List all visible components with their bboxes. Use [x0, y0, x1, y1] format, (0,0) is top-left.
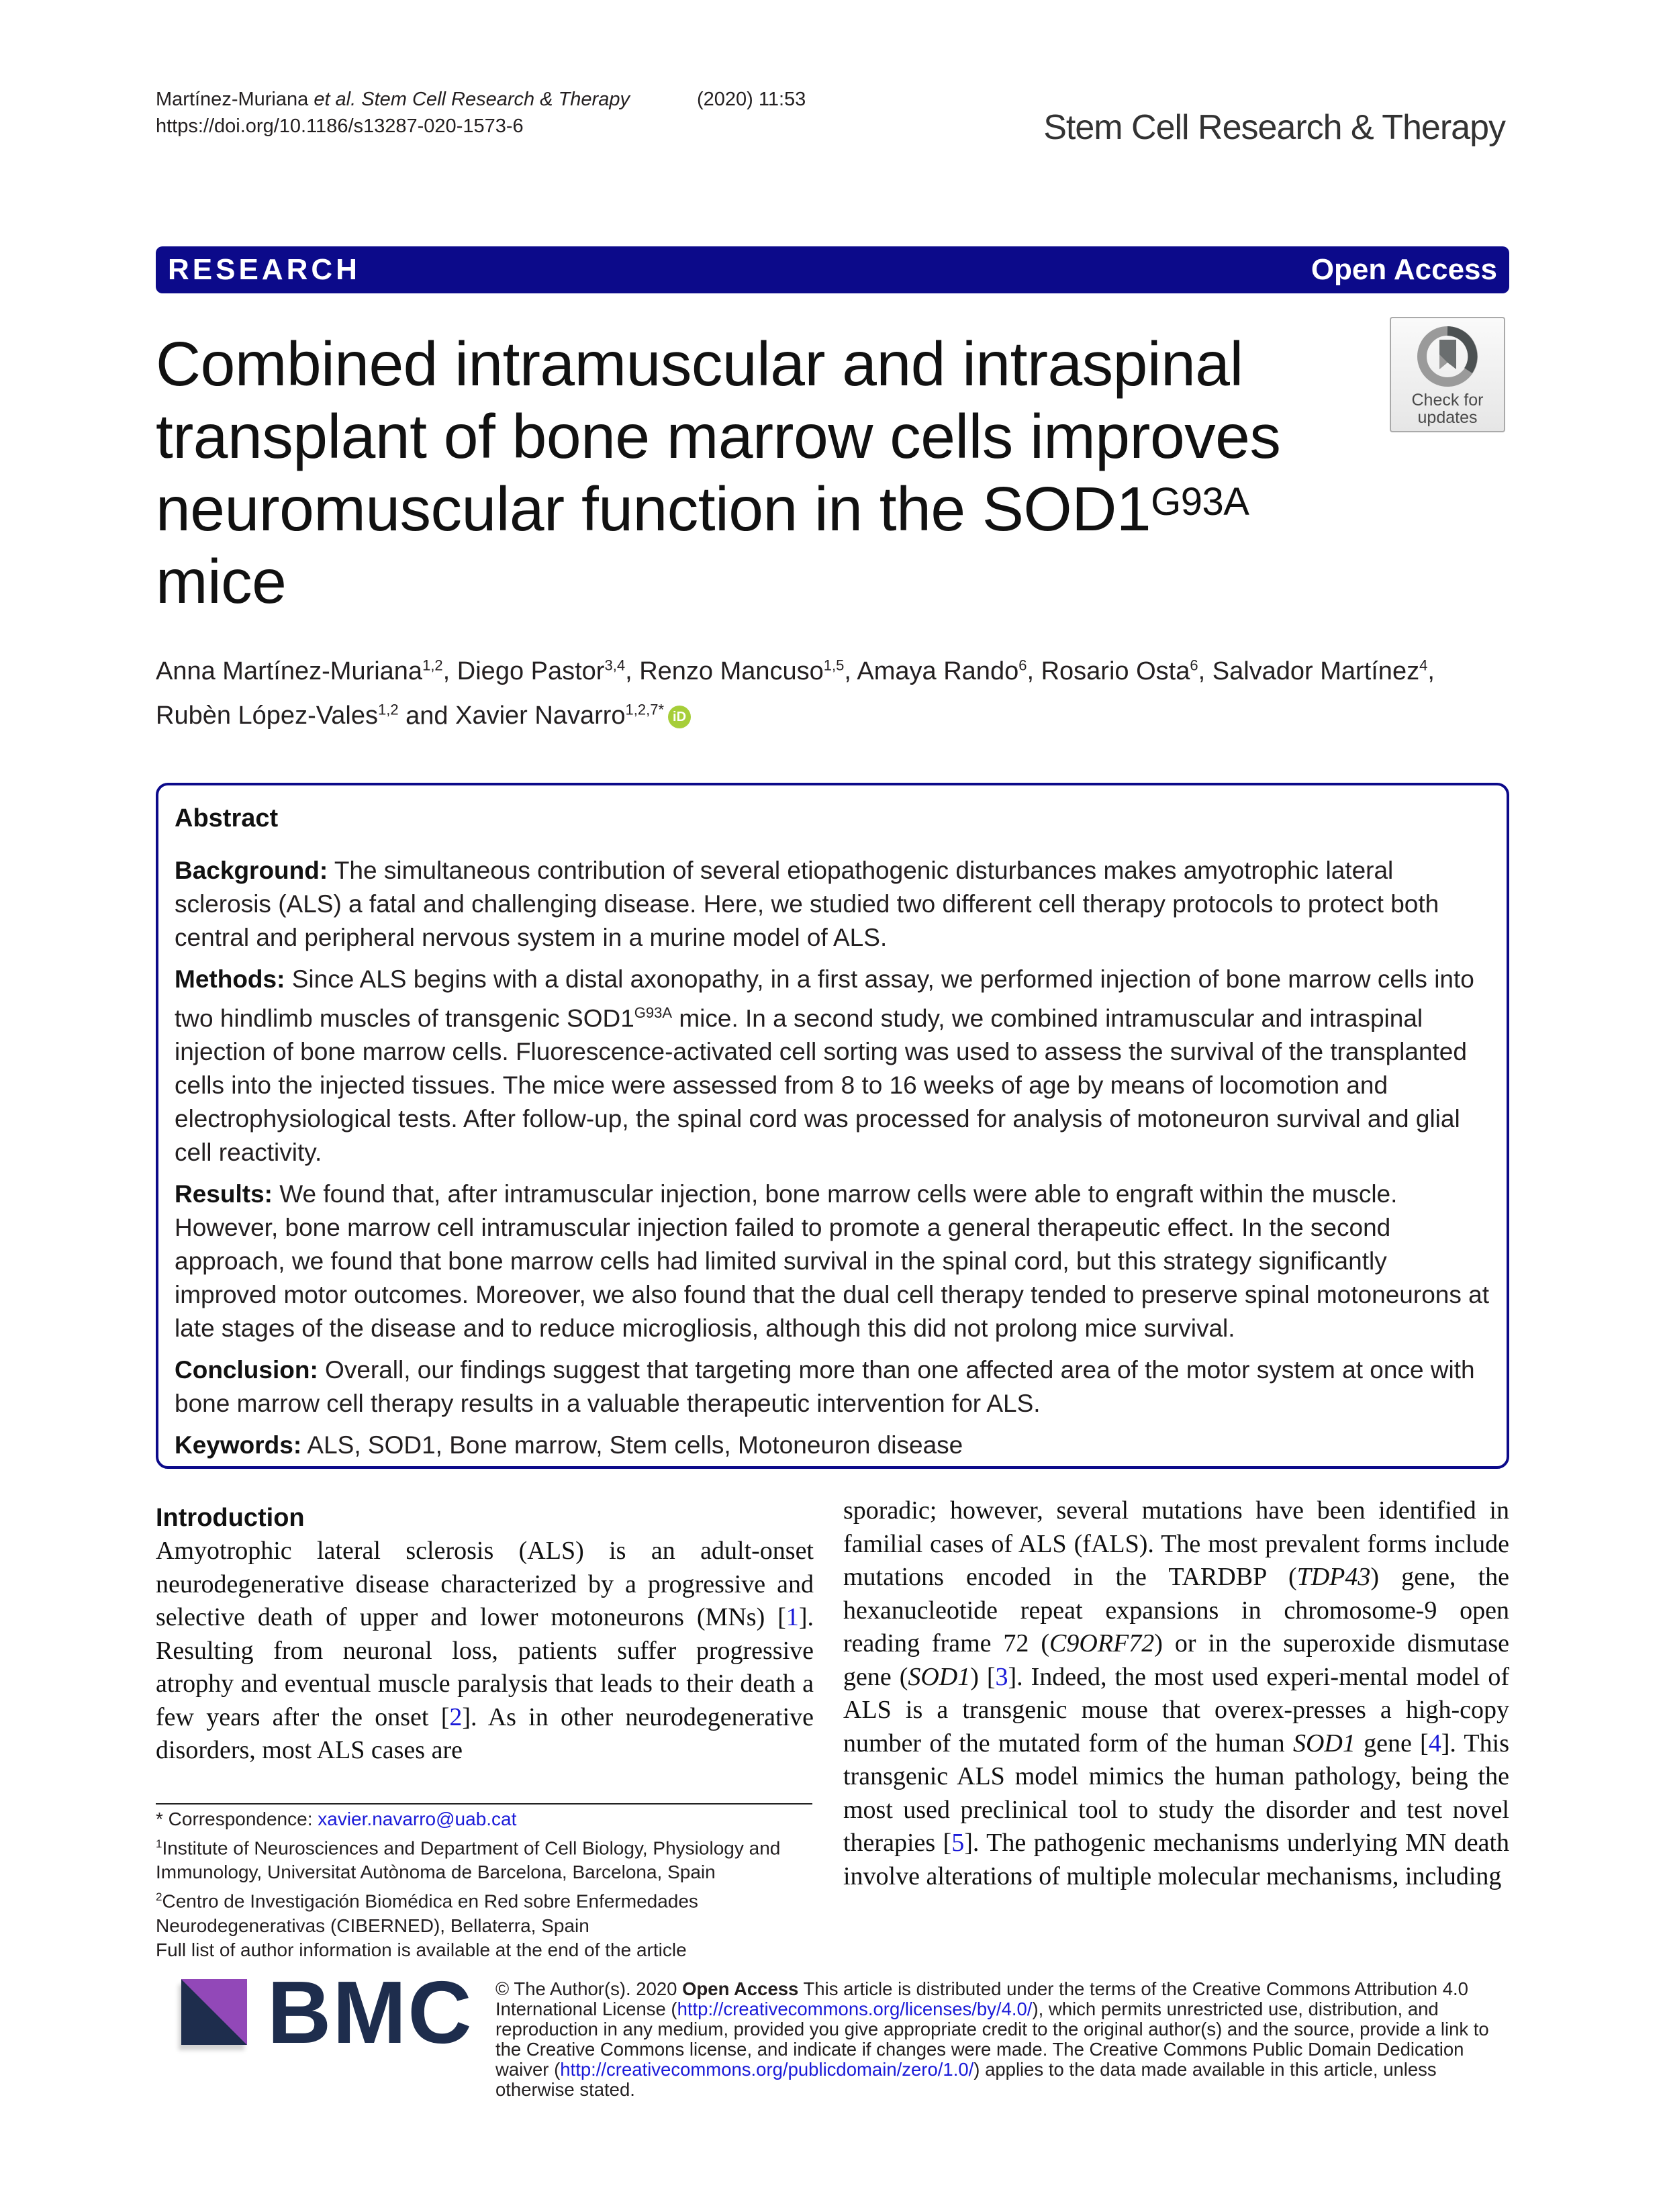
- running-head: [156, 86, 806, 140]
- article-type-label: RESEARCH: [168, 253, 361, 286]
- year-volume: (2020) 11:53: [697, 89, 806, 110]
- introduction-paragraph-continued: sporadic; however, several mutations have been identified in familial cases of ALS (fALS). The most prevalent forms include mutations encoded in the TARDBP (TDP43) gene, the hexanucleotide repeat expansions in chromosome-9 open reading frame 72 (C9ORF72) or in the superoxide dismutase gene (SOD1) [3]. Indeed, the most used experi-mental model of ALS is a transgenic mouse that overex-presses a high-copy number of the mutated form of the human SOD1 gene [4]. This transgenic ALS model mimics the human pathology, being the most used preclinical tool to study the disorder and test novel therapies [5]. The pathogenic mechanisms underlying MN death involve alterations of multiple molecular mechanisms, including: [843, 1496, 1510, 1890]
- cc0-waiver-link[interactable]: http://creativecommons.org/publicdomain/zero/1.0/: [560, 2059, 974, 2080]
- abstract-methods: Methods: Since ALS begins with a distal axonopathy, in a first assay, we performed injection of bone marrow cells into two hindlimb muscles of transgenic $SOD1^{G93A}$ mice. In a second study, we combined intramuscular and intraspinal injection of bone marrow cells. Fluorescence-activated cell sorting was used to assess the survival of the transplanted cells into the injected tissues. The mice were assessed from 8 to 16 weeks of age by means of locomotion and electrophysiological tests. After follow-up, the spinal cord was processed for analysis of motoneuron survival and glial cell reactivity.: [175, 965, 1474, 1167]
- license-statement: © The Author(s). 2020 Open Access This article is distributed under the terms of the Creative Commons Attribution 4.0 International License (http://creativecommons.org/licenses/by/4.0/), which permits unrestricted use, distribution, and reproduction in any medium, provided you give appropriate credit to the original author(s) and the source, provide a link to the Creative Commons license, and indicate if changes were made. The Creative Commons Public Domain Dedication waiver (http://creativecommons.org/publicdomain/zero/1.0/) applies to the data made available in this article, unless otherwise stated.: [495, 1978, 1489, 2100]
- author[interactable]: Anna Martínez-Muriana$^{1,2}$: [156, 657, 443, 685]
- check-for-updates-badge[interactable]: Check for updates: [1390, 317, 1505, 432]
- introduction-heading: Introduction: [156, 1504, 305, 1532]
- citation-line: Martínez-Muriana et al. Stem Cell Research & Therapy (2020) 11:53: [156, 86, 630, 113]
- author[interactable]: Xavier Navarro$^{1,2,7*}$: [455, 701, 665, 730]
- author[interactable]: Rubèn López-Vales$^{1,2}$: [156, 701, 399, 730]
- introduction-right-column: [843, 1494, 1509, 1893]
- author[interactable]: Diego Pastor$^{3,4}$: [457, 657, 626, 685]
- author[interactable]: Amaya Rando$^6$: [857, 657, 1027, 685]
- abstract-conclusion: Conclusion: Overall, our findings suggest that targeting more than one affected area of the motor system at once with bone marrow cell therapy results in a valuable therapeutic intervention for ALS.: [175, 1356, 1475, 1418]
- article-type-banner: [156, 246, 1509, 293]
- author[interactable]: Rosario Osta$^6$: [1041, 657, 1198, 685]
- journal-name: Stem Cell Research & Therapy: [1043, 108, 1505, 147]
- affiliation-1: $^1$Institute of Neurosciences and Department of Cell Biology, Physiology and Immunology, Universitat Autònoma de Barcelona, Barcelona, Spain: [156, 1837, 781, 1883]
- citation-link[interactable]: 2: [449, 1702, 463, 1731]
- article-title: Combined intramuscular and intraspinal transplant of bone marrow cells improves neuromuscular function in the $SOD1^{G93A}$ mice: [156, 329, 1281, 616]
- doi-link[interactable]: https://doi.org/10.1186/s13287-020-1573-6: [156, 115, 524, 137]
- introduction-paragraph: Amyotrophic lateral sclerosis (ALS) is an adult-onset neurodegenerative disease characterized by a progressive and selective death of upper and lower motoneurons (MNs) [1]. Resulting from neuronal loss, patients suffer progressive atrophy and eventual muscle paralysis that leads to their death a few years after the onset [2]. As in other neurodegenerative disorders, most ALS cases are: [156, 1537, 814, 1764]
- affiliation-2: $^2$Centro de Investigación Biomédica en Red sobre Enfermedades Neurodegenerativas (CIBERNED), Bellaterra, Spain: [156, 1890, 698, 1936]
- cc-by-license-link[interactable]: http://creativecommons.org/licenses/by/4.0/: [677, 1999, 1033, 2019]
- introduction-left-column: [156, 1501, 814, 1768]
- footnote-divider: [156, 1803, 812, 1805]
- abstract-background: Background: The simultaneous contribution of several etiopathogenic disturbances makes amyotrophic lateral sclerosis (ALS) a fatal and challenging disease. Here, we studied two different cell therapy protocols to protect both central and peripheral nervous system in a murine model of ALS.: [175, 857, 1439, 951]
- citation-link[interactable]: 1: [786, 1603, 799, 1631]
- citation-link[interactable]: 3: [995, 1662, 1008, 1691]
- citation-link[interactable]: 5: [951, 1829, 965, 1857]
- author[interactable]: Renzo Mancuso$^{1,5}$: [639, 657, 845, 685]
- orcid-icon[interactable]: iD: [668, 706, 691, 728]
- author-list: Anna Martínez-Muriana$^{1,2}$, Diego Pastor$^{3,4}$, Renzo Mancuso$^{1,5}$, Amaya Rando$^6$, Rosario Osta$^6$, Salvador Martínez$^4$, Rubèn López-Vales$^{1,2}$ and Xavier Navarro$^{1,2,7*}$ iD: [156, 657, 1435, 730]
- abstract-heading: Abstract: [175, 804, 279, 832]
- open-access-label: Open Access: [1311, 253, 1497, 286]
- bmc-logo-square-icon: [181, 1979, 247, 2045]
- bmc-logo-text: BMC: [267, 1963, 473, 2062]
- crossmark-icon: [1416, 325, 1479, 388]
- author[interactable]: Salvador Martínez$^4$: [1212, 657, 1428, 685]
- citation-link[interactable]: 4: [1428, 1729, 1441, 1758]
- correspondence: * Correspondence: xavier.navarro@uab.cat: [156, 1809, 517, 1829]
- abstract-keywords: Keywords: ALS, SOD1, Bone marrow, Stem cells, Motoneuron disease: [175, 1431, 963, 1459]
- correspondence-email-link[interactable]: xavier.navarro@uab.cat: [318, 1809, 517, 1829]
- abstract-box: [156, 783, 1509, 1469]
- bmc-logo: [181, 1963, 473, 2062]
- abstract-results: Results: We found that, after intramuscular injection, bone marrow cells were able to engraft within the muscle. However, bone marrow cell intramuscular injection failed to promote a general therapeutic effect. In the second approach, we found that bone marrow cells had limited survival in the spinal cord, but this strategy significantly improved motor outcomes. Moreover, we also found that the dual cell therapy tended to preserve spinal motoneurons at late stages of the disease and to reduce microgliosis, although this did not prolong mice survival.: [175, 1180, 1489, 1343]
- footnotes: [156, 1807, 827, 1963]
- author-info-note: Full list of author information is available at the end of the article: [156, 1939, 687, 1961]
